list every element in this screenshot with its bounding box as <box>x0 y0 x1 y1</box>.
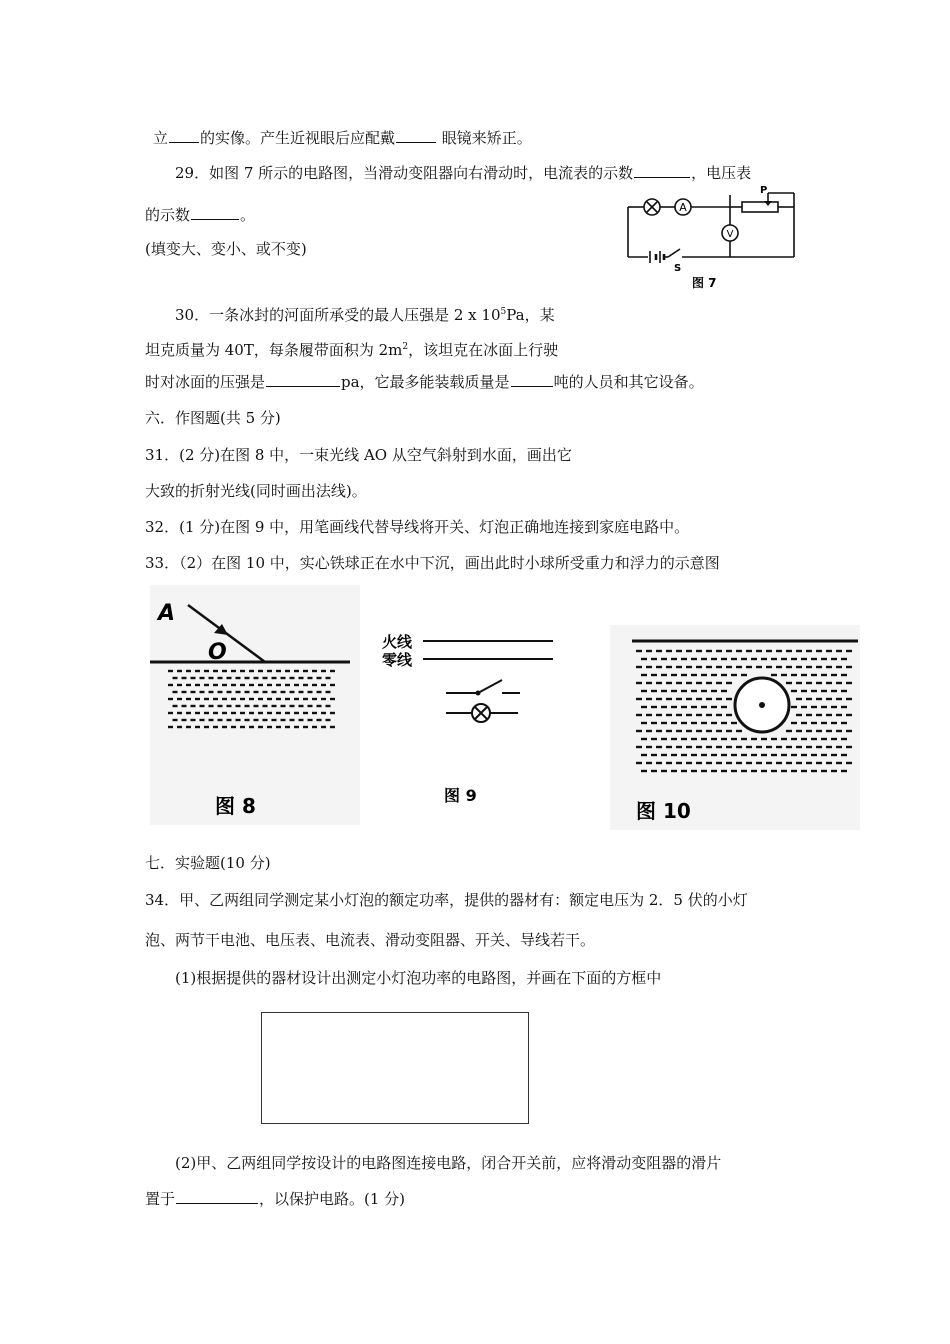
answer-blank[interactable] <box>396 128 436 143</box>
ball-center-dot <box>759 702 765 708</box>
answer-blank[interactable] <box>169 128 199 143</box>
q29-line3: (填变大、变小、或不变) <box>145 240 307 258</box>
q30-line3 <box>145 372 704 392</box>
q30-exponent: 5 <box>500 307 507 317</box>
q34-part2-line1: (2)甲、乙两组同学按设计的电路图连接电路，闭合开关前，应将滑动变阻器的滑片 <box>175 1154 722 1172</box>
q28-text-c: 眼镜来矫正。 <box>437 129 532 147</box>
q30-text: Pa，某 <box>506 306 555 324</box>
q34-text: ，以保护电路。(1 分) <box>259 1190 406 1208</box>
section-7-heading: 七．实验题(10 分) <box>145 854 271 872</box>
answer-blank[interactable] <box>191 205 239 220</box>
q30-text: ，该坦克在冰面上行驶 <box>408 341 559 359</box>
figure-7-caption: 图 7 <box>692 276 717 290</box>
q30-text: pa，它最多能装载质量是 <box>341 373 510 391</box>
q29-text: 29．如图 7 所示的电路图，当滑动变阻器向右滑动时，电流表的示数 <box>175 164 634 182</box>
q30-text: 时对冰面的压强是 <box>145 373 266 391</box>
q30-line2 <box>145 337 558 360</box>
figure-9-household-circuit <box>378 618 568 813</box>
slider-arrow-icon <box>764 201 772 206</box>
q29-text: 。 <box>240 206 256 224</box>
switch-label: S <box>674 263 682 274</box>
q30-text: 坦克质量为 40T，每条履带面积为 2m <box>145 341 403 359</box>
q31-line1: 31．(2 分)在图 8 中，一束光线 AO 从空气斜射到水面，画出它 <box>145 446 572 464</box>
q28-tail <box>153 128 532 148</box>
q30-exponent: 2 <box>402 342 409 352</box>
figure-10-caption: 图 10 <box>636 799 691 823</box>
figure-9-caption: 图 9 <box>444 786 477 805</box>
point-o-label: O <box>208 640 227 665</box>
q31-line2: 大致的折射光线(同时画出法线)。 <box>145 482 367 500</box>
q34-text: 置于 <box>145 1190 176 1208</box>
q29-line2 <box>145 205 255 225</box>
answer-blank[interactable] <box>266 372 340 387</box>
section-6-heading: 六．作图题(共 5 分) <box>145 409 281 427</box>
figure-10-iron-ball-in-water <box>610 625 860 830</box>
q29-line1 <box>175 163 751 183</box>
q30-text: 吨的人员和其它设备。 <box>553 373 704 391</box>
q32: 32．(1 分)在图 9 中，用笔画线代替导线将开关、灯泡正确地连接到家庭电路中。 <box>145 518 690 536</box>
answer-blank[interactable] <box>176 1189 258 1204</box>
answer-blank[interactable] <box>634 163 690 178</box>
q34-part2-line2 <box>145 1189 405 1209</box>
figure-8-light-refraction <box>150 585 360 825</box>
slider-label: P <box>760 185 768 196</box>
figure-8-caption: 图 8 <box>215 794 256 818</box>
voltmeter-label: V <box>726 229 734 240</box>
q34-line1: 34．甲、乙两组同学测定某小灯泡的额定功率，提供的器材有：额定电压为 2．5 伏的小灯 <box>145 891 748 909</box>
answer-blank[interactable] <box>511 372 553 387</box>
q34-part1: (1)根据提供的器材设计出测定小灯泡功率的电路图，并画在下面的方框中 <box>175 969 662 987</box>
q33: 33．（2）在图 10 中，实心铁球正在水中下沉，画出此时小球所受重力和浮力的示意图 <box>145 554 720 572</box>
q28-text-a: 立 <box>153 129 169 147</box>
q29-text: ，电压表 <box>691 164 752 182</box>
q30-text: 30．一条冰封的河面所承受的最人压强是 2 x 10 <box>175 306 501 324</box>
point-a-label: A <box>158 601 176 626</box>
neutral-wire-label: 零线 <box>382 651 413 669</box>
live-wire-label: 火线 <box>382 633 413 651</box>
q34-line2: 泡、两节干电池、电压表、电流表、滑动变阻器、开关、导线若干。 <box>145 931 596 949</box>
q29-text: 的示数 <box>145 206 191 224</box>
q30-line1 <box>175 302 555 325</box>
ammeter-label: A <box>679 201 687 214</box>
figure-7-circuit <box>620 185 805 295</box>
q28-text-b: 的实像。产生近视眼后应配戴 <box>200 129 396 147</box>
circuit-drawing-box[interactable] <box>261 1012 529 1124</box>
